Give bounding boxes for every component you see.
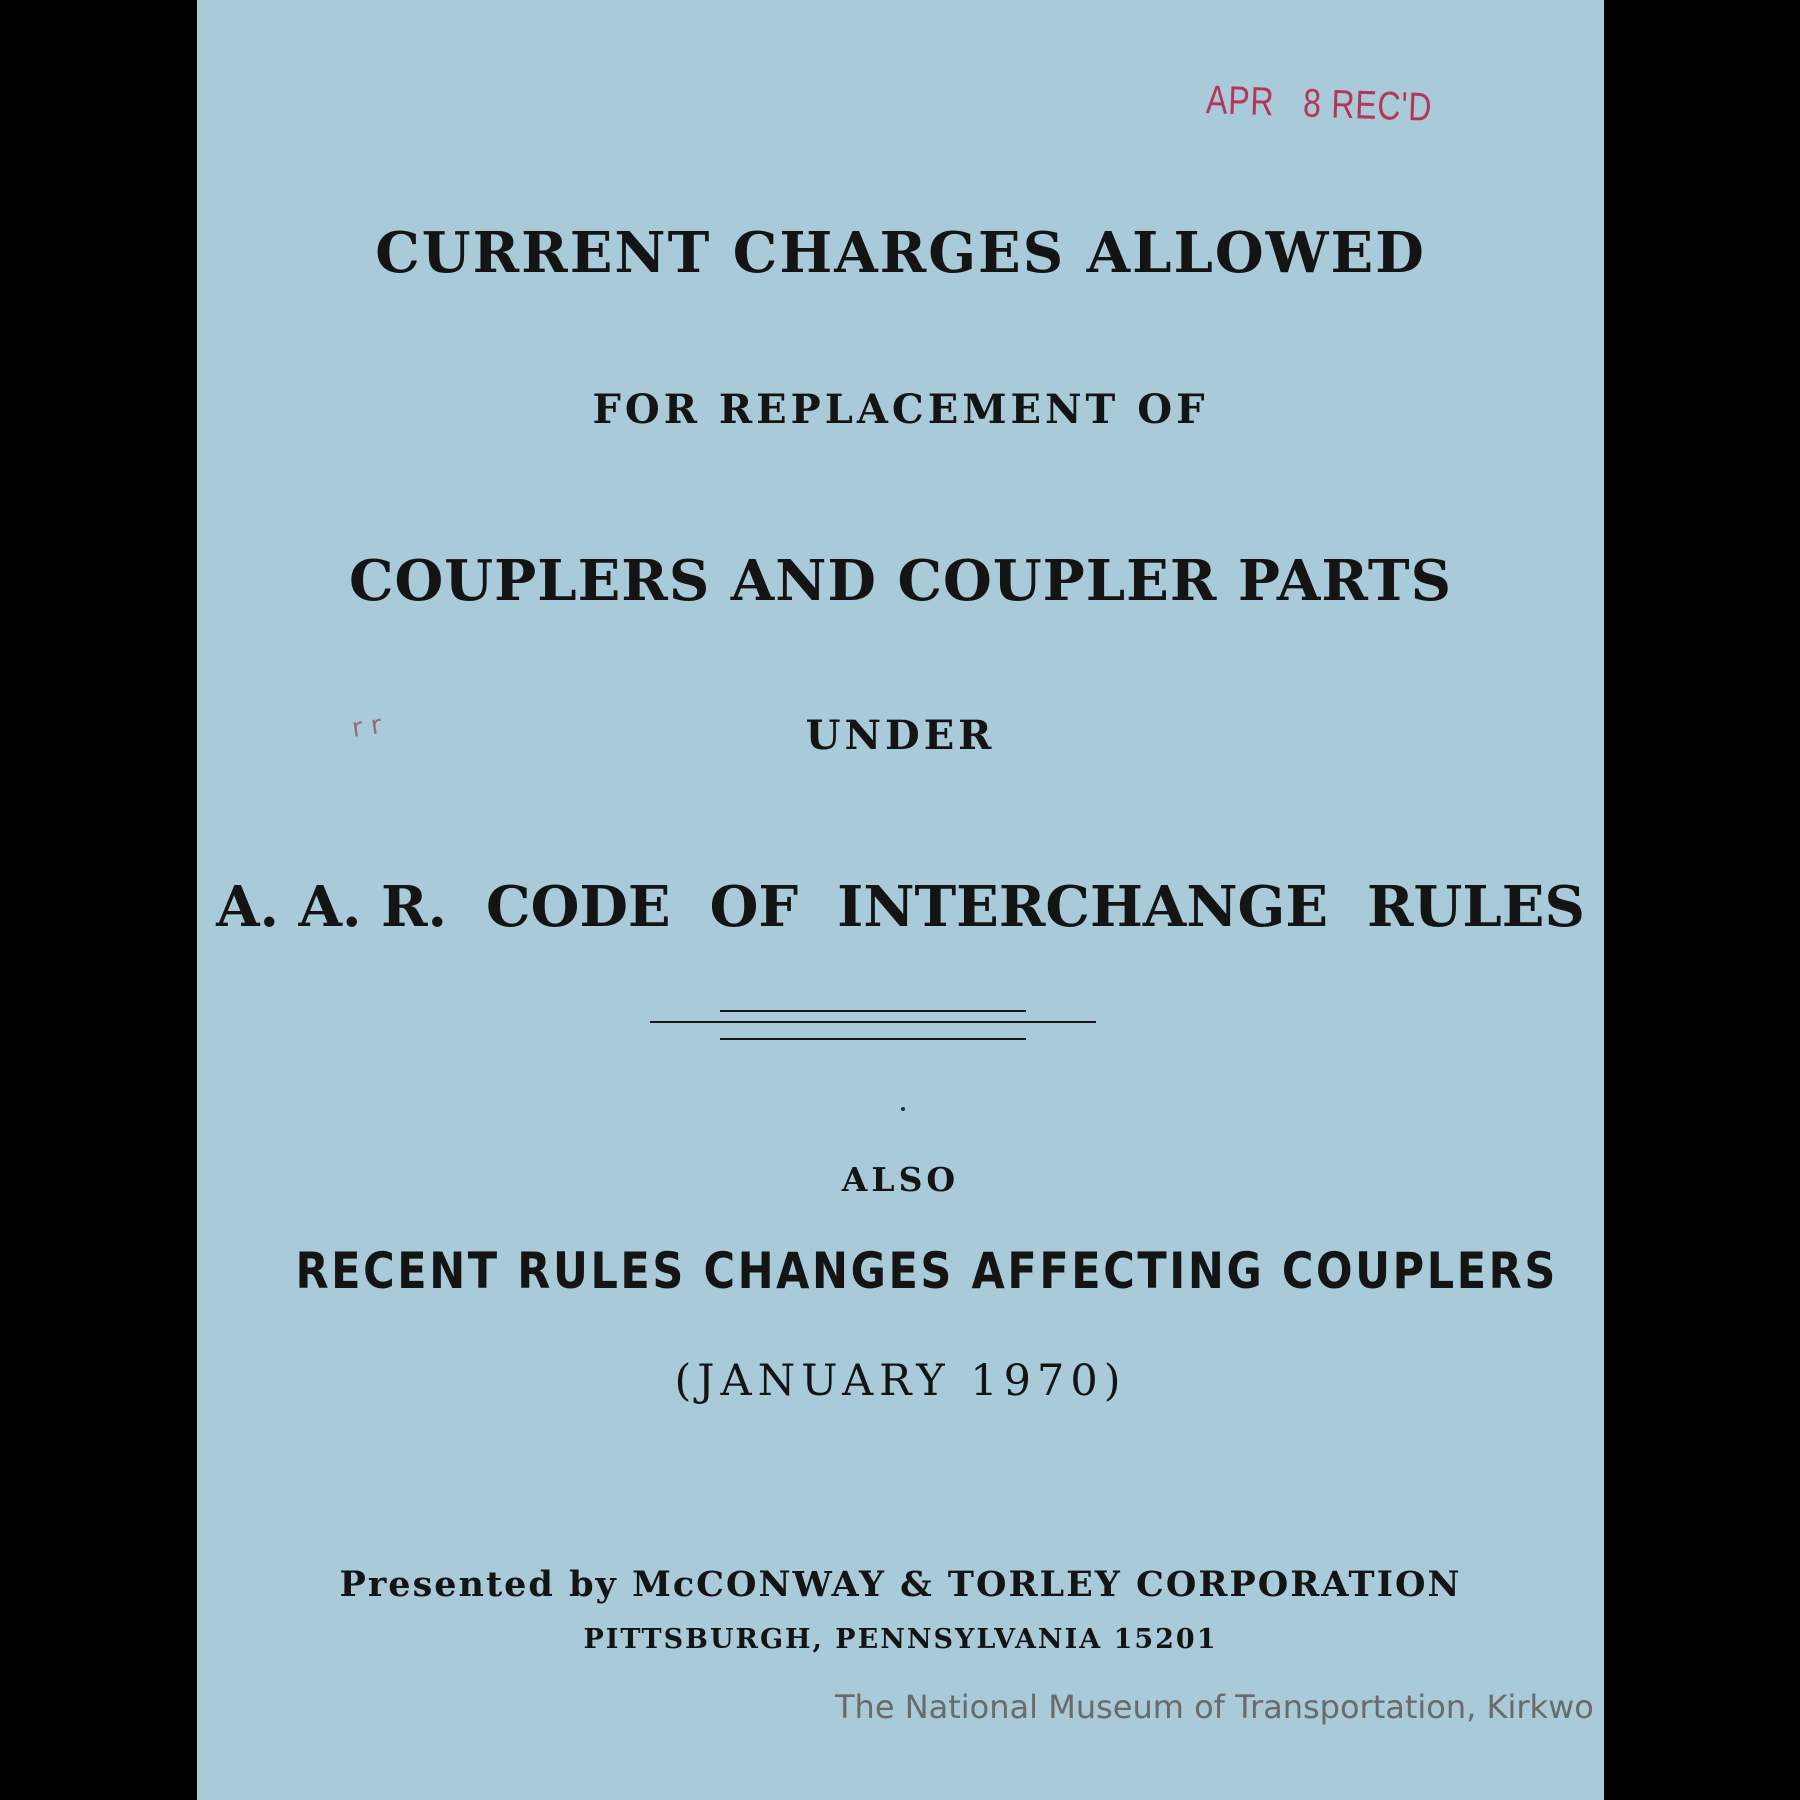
supplement-also: ALSO — [841, 1160, 960, 1199]
title-line-aar-code: A. A. R. CODE OF INTERCHANGE RULES — [216, 874, 1585, 940]
decorative-rule-top — [720, 1010, 1026, 1012]
stamp-status: REC'D — [1330, 82, 1433, 130]
publication-date: (JANUARY 1970) — [674, 1356, 1127, 1406]
title-line-current-charges: CURRENT CHARGES ALLOWED — [375, 220, 1426, 286]
title-line-replacement: FOR REPLACEMENT OF — [592, 386, 1209, 433]
margin-pencil-mark: r r — [350, 710, 384, 744]
decorative-rule-bottom — [720, 1038, 1026, 1040]
museum-watermark: The National Museum of Transportation, Kirkwo — [835, 1688, 1594, 1726]
stamp-month: APR — [1205, 78, 1276, 125]
title-line-couplers: COUPLERS AND COUPLER PARTS — [348, 548, 1453, 614]
ink-speck — [901, 1107, 905, 1111]
decorative-rule-middle — [650, 1021, 1096, 1023]
publisher-address: PITTSBURGH, PENNSYLVANIA 15201 — [583, 1624, 1218, 1655]
document-cover — [197, 0, 1604, 1800]
stamp-day: 8 — [1302, 81, 1323, 127]
received-date-stamp — [1205, 78, 1433, 131]
supplement-heading: RECENT RULES CHANGES AFFECTING COUPLERS — [295, 1242, 1558, 1300]
title-line-under: UNDER — [805, 712, 996, 759]
presented-by-line: Presented by McCONWAY & TORLEY CORPORATION — [339, 1564, 1462, 1605]
